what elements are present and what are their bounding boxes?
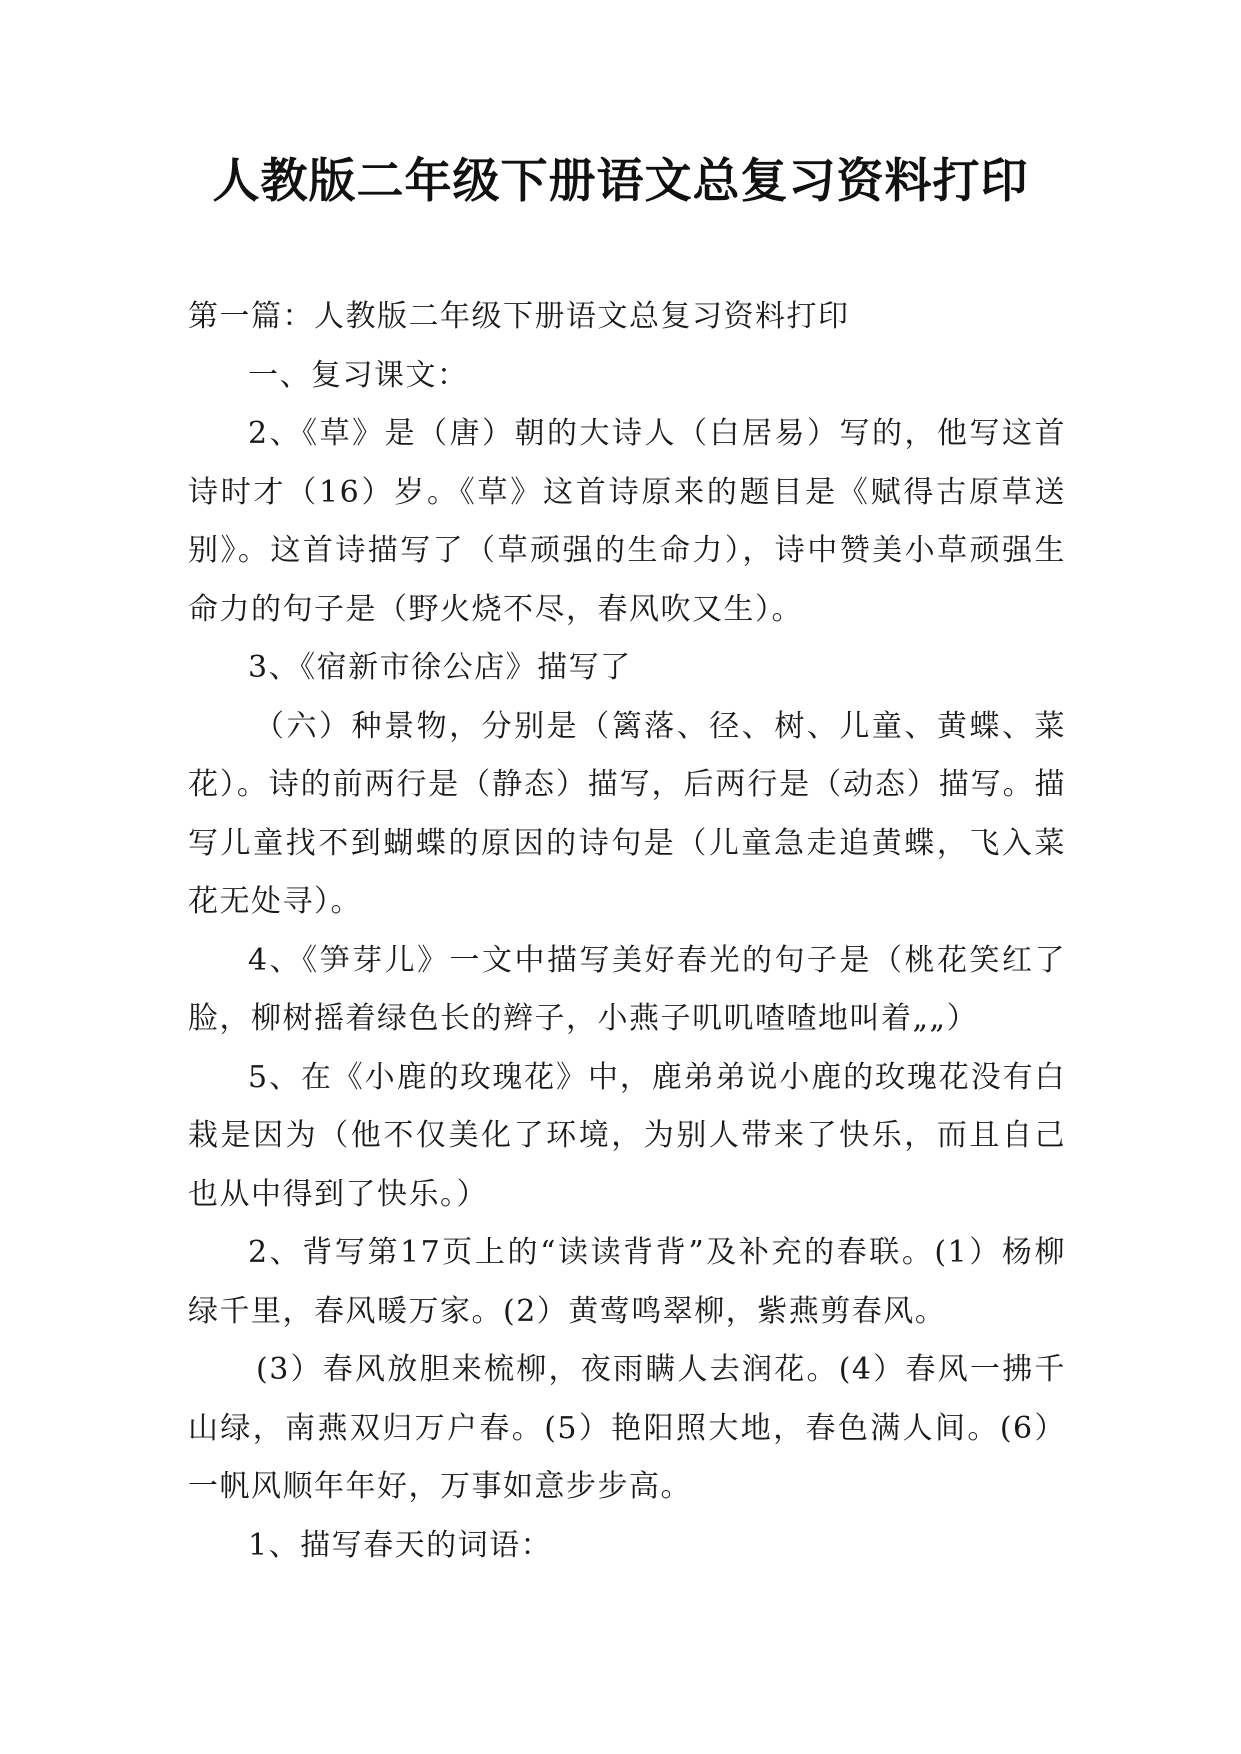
paragraph-grass-poem: 2、《草》是（唐）朝的大诗人（白居易）写的，他写这首诗时才（16）岁。《草》这首诗原来的题目是《赋得古原草送别》。这首诗描写了（草顽强的生命力），诗中赞美小草顽强生命力的句子是（野火烧不尽，春风吹又生）。 xyxy=(188,416,1066,627)
document-body xyxy=(188,288,1066,1575)
paragraph-bamboo-shoot: 4、《笋芽儿》一文中描写美好春光的句子是（桃花笑红了脸，柳树摇着绿色长的辫子，小燕子叽叽喳喳地叫着„„） xyxy=(188,942,1066,1036)
paragraph-spring-couplets-1: 2、背写第17页上的“读读背背”及补充的春联。(1）杨柳绿千里，春风暖万家。(2）黄莺鸣翠柳，紫燕剪春风。 xyxy=(188,1235,1066,1329)
paragraph-xinshi-detail: （六）种景物，分别是（篱落、径、树、儿童、黄蝶、菜花）。诗的前两行是（静态）描写，后两行是（动态）描写。描写儿童找不到蝴蝶的原因的诗句是（儿童急走追黄蝶，飞入菜花无处寻）。 xyxy=(188,708,1066,919)
paragraph-xinshi-heading: 3、《宿新市徐公店》描写了 xyxy=(248,650,632,685)
paragraph-review-texts: 一、复习课文： xyxy=(248,357,469,393)
paragraph-little-deer: 5、在《小鹿的玫瑰花》中，鹿弟弟说小鹿的玫瑰花没有白栽是因为（他不仅美化了环境，为别人带来了快乐，而且自己也从中得到了快乐。） xyxy=(188,1059,1066,1212)
paragraph-spring-couplets-2: (3）春风放胆来梳柳，夜雨瞒人去润花。(4）春风一拂千山绿，南燕双归万户春。(5）艳阳照大地，春色满人间。(6）一帆风顺年年好，万事如意步步高。 xyxy=(188,1352,1066,1504)
paragraph-spring-words: 1、描写春天的词语： xyxy=(248,1527,553,1563)
section-heading: 第一篇：人教版二年级下册语文总复习资料打印 xyxy=(188,299,850,334)
document-title: 人教版二年级下册语文总复习资料打印 xyxy=(212,154,1029,209)
